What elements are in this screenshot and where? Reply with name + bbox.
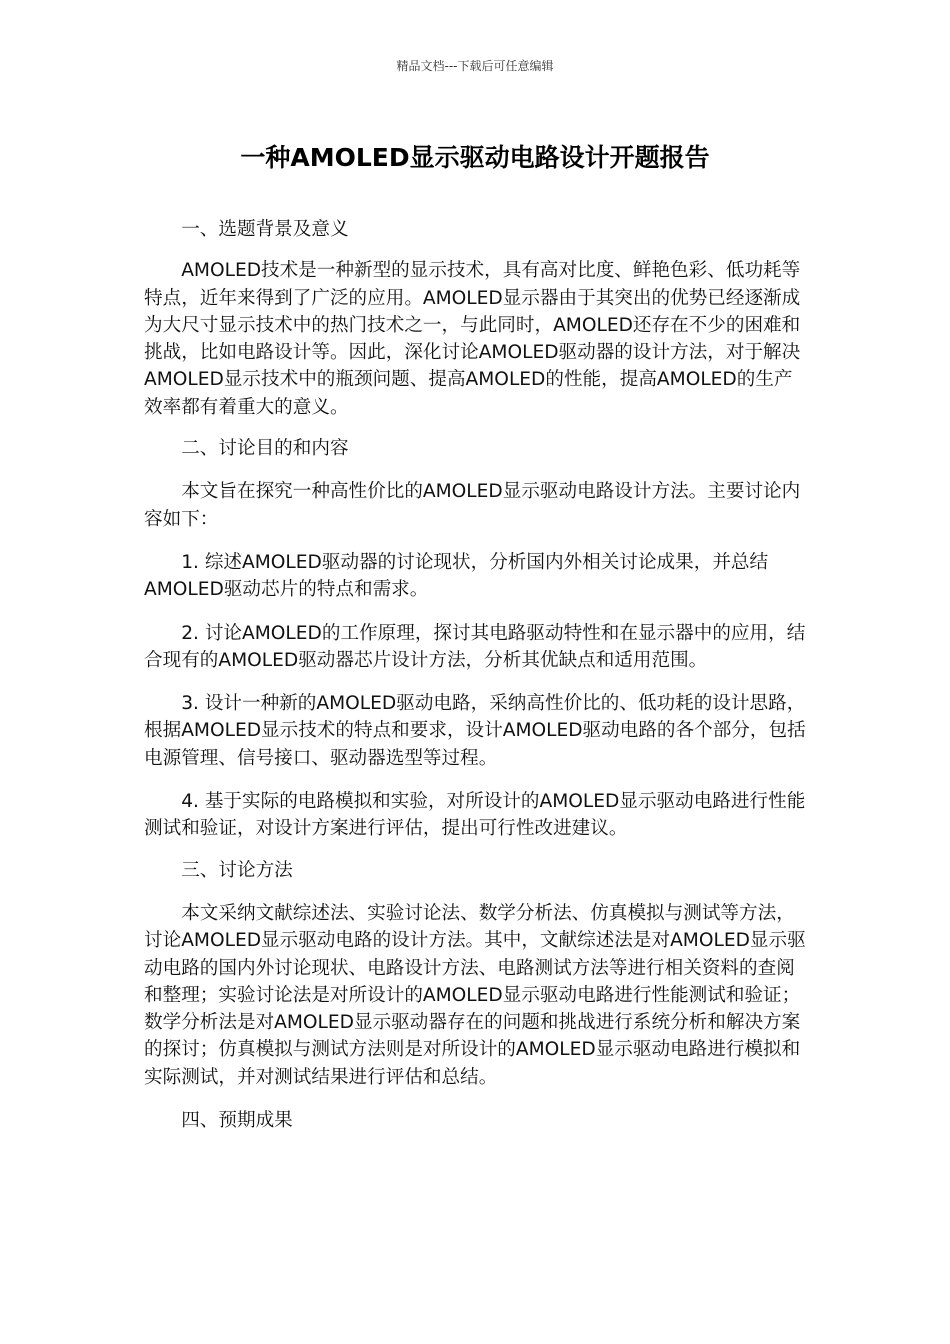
section-heading: 四、预期成果 [181, 1110, 293, 1132]
list-item: 2. 讨论AMOLED的工作原理，探讨其电路驱动特性和在显示器中的应用，结合现有的AMOLED驱动器芯片设计方法，分析其优缺点和适用范围。 [144, 622, 806, 671]
section-heading: 二、讨论目的和内容 [181, 438, 349, 460]
paragraph: 本文旨在探究一种高性价比的AMOLED显示驱动电路设计方法。主要讨论内容如下： [144, 481, 801, 530]
document-body [144, 216, 806, 1134]
section-heading: 三、讨论方法 [181, 859, 293, 881]
list-item: 1. 综述AMOLED驱动器的讨论现状，分析国内外相关讨论成果，并总结AMOLED驱动芯片的特点和需求。 [144, 551, 769, 601]
list-item: 3. 设计一种新的AMOLED驱动电路，采纳高性价比的、低功耗的设计思路，根据AMOLED显示技术的特点和要求，设计AMOLED驱动电路的各个部分，包括电源管理、信号接口、驱动器选型等过程。 [144, 693, 806, 769]
document-title: 一种AMOLED显示驱动电路设计开题报告 [240, 143, 710, 172]
paragraph: AMOLED技术是一种新型的显示技术，具有高对比度、鲜艳色彩、低功耗等特点，近年来得到了广泛的应用。AMOLED显示器由于其突出的优势已经逐渐成为大尺寸显示技术中的热门技术之一，与此同时，AMOLED还存在不少的困难和挑战，比如电路设计等。因此，深化讨论AMOLED驱动器的设计方法，对于解决AMOLED显示技术中的瓶颈问题、提高AMOLED的性能，提高AMOLED的生产效率都有着重大的意义。 [144, 260, 801, 418]
list-item: 4. 基于实际的电路模拟和实验，对所设计的AMOLED显示驱动电路进行性能测试和验证，对设计方案进行评估，提出可行性改进建议。 [144, 791, 806, 840]
paragraph: 本文采纳文献综述法、实验讨论法、数学分析法、仿真模拟与测试等方法，讨论AMOLED显示驱动电路的设计方法。其中，文献综述法是对AMOLED显示驱动电路的国内外讨论现状、电路设计方法、电路测试方法等进行相关资料的查阅和整理；实验讨论法是对所设计的AMOLED显示驱动电路进行性能测试和验证；数学分析法是对AMOLED显示驱动器存在的问题和挑战进行系统分析和解决方案的探讨；仿真模拟与测试方法则是对所设计的AMOLED显示驱动电路进行模拟和实际测试，并对测试结果进行评估和总结。 [144, 902, 806, 1088]
section-heading: 一、选题背景及意义 [181, 219, 349, 240]
header-note: 精品文档---下载后可任意编辑 [396, 59, 554, 73]
